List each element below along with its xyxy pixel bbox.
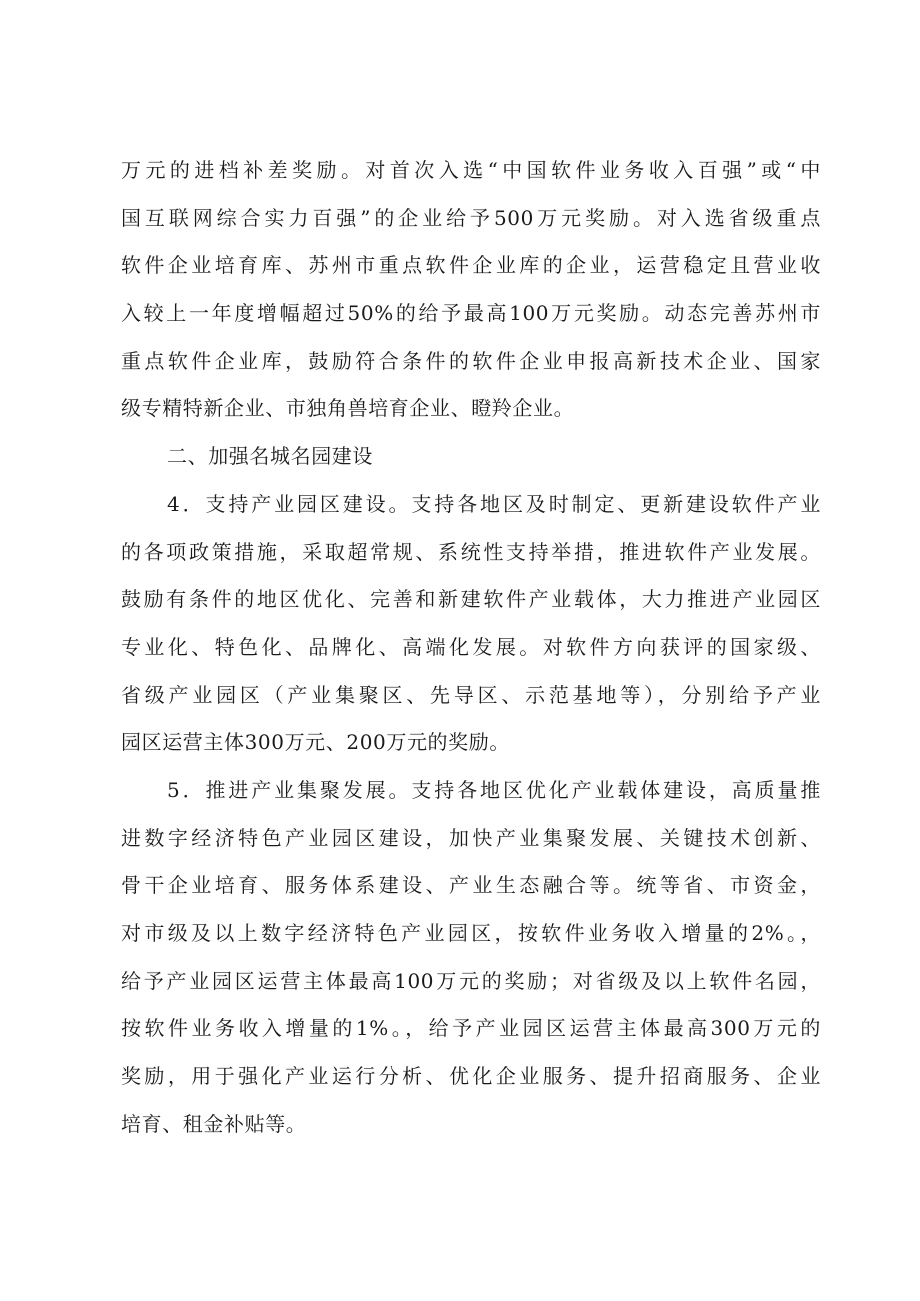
paragraph-item-5 (121, 767, 821, 1149)
text-line: 专业化、特色化、品牌化、高端化发展。对软件方向获评的国家级、 (121, 634, 821, 659)
section-heading-text: 二、加强名城名园建设 (167, 444, 373, 469)
text-line: 国互联网综合实力百强”的企业给予500万元奖励。对入选省级重点 (121, 205, 821, 230)
text-line: 入较上一年度增幅超过50%的给予最高100万元奖励。动态完善苏州市 (121, 301, 821, 326)
text-line: 省级产业园区（产业集聚区、先导区、示范基地等），分别给予产业 (121, 682, 821, 707)
text-line: 进数字经济特色产业园区建设，加快产业集聚发展、关键技术创新、 (121, 825, 821, 850)
paragraph-reward-policy (121, 147, 821, 433)
text-line: 鼓励有条件的地区优化、完善和新建软件产业载体，大力推进产业园区 (121, 587, 821, 612)
text-line: 4．支持产业园区建设。支持各地区及时制定、更新建设软件产业 (167, 491, 821, 516)
text-line: 万元的进档补差奖励。对首次入选“中国软件业务收入百强”或“中 (121, 158, 821, 182)
text-line: 按软件业务收入增量的1%。，给予产业园区运营主体最高300万元的 (121, 1016, 821, 1041)
text-line: 奖励，用于强化产业运行分析、优化企业服务、提升招商服务、企业 (121, 1064, 821, 1089)
section-heading (121, 433, 821, 481)
paragraph-item-4 (121, 481, 821, 767)
text-line: 骨干企业培育、服务体系建设、产业生态融合等。统等省、市资金， (121, 873, 821, 898)
text-line: 软件企业培育库、苏州市重点软件企业库的企业，运营稳定且营业收 (121, 253, 821, 278)
text-line: 对市级及以上数字经济特色产业园区，按软件业务收入增量的2%。， (121, 921, 821, 945)
text-line: 园区运营主体300万元、200万元的奖励。 (121, 730, 510, 755)
text-line: 给予产业园区运营主体最高100万元的奖励；对省级及以上软件名园， (121, 968, 821, 993)
text-line: 重点软件企业库，鼓励符合条件的软件企业申报高新技术企业、国家 (121, 348, 821, 373)
text-line: 的各项政策措施，采取超常规、系统性支持举措，推进软件产业发展。 (121, 539, 821, 564)
document-body (121, 147, 821, 1148)
text-line: 级专精特新企业、市独角兽培育企业、瞪羚企业。 (121, 396, 575, 421)
text-line: 培育、租金补贴等。 (121, 1111, 307, 1136)
text-line: 5．推进产业集聚发展。支持各地区优化产业载体建设，高质量推 (167, 777, 821, 802)
